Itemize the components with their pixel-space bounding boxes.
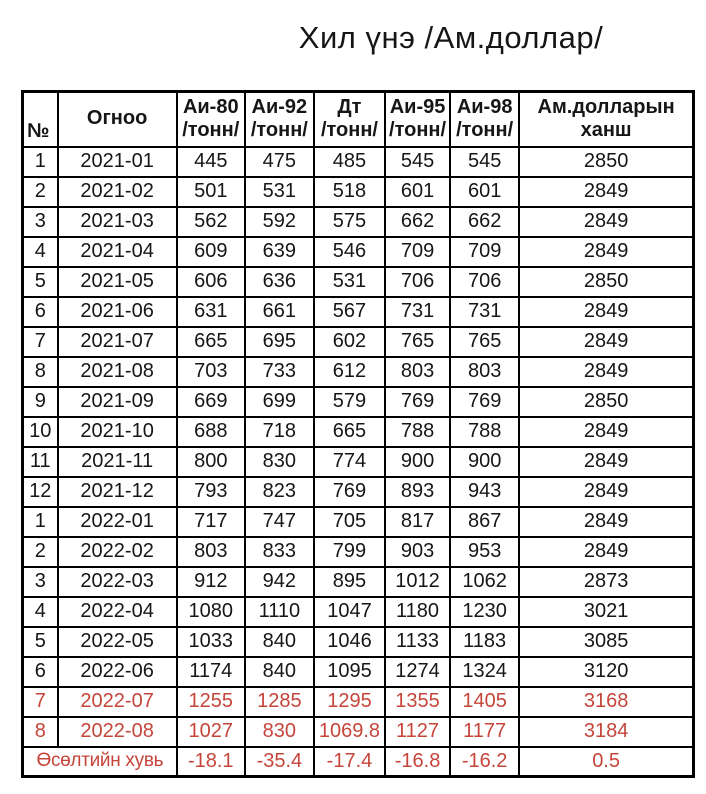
table-cell: 6 (23, 657, 58, 687)
table-cell: 501 (177, 177, 245, 207)
table-cell: 4 (23, 237, 58, 267)
table-cell: -16.2 (450, 747, 519, 777)
table-cell: 769 (314, 477, 385, 507)
table-cell: 769 (385, 387, 450, 417)
table-cell: 2849 (519, 417, 693, 447)
table-cell: -18.1 (177, 747, 245, 777)
growth-row-label: Өсөлтийн хувь (23, 747, 177, 777)
table-cell: 612 (314, 357, 385, 387)
column-header: Аи-92 /тонн/ (245, 92, 314, 147)
table-cell: 606 (177, 267, 245, 297)
table-cell: 1033 (177, 627, 245, 657)
table-cell: 2021-04 (58, 237, 177, 267)
table-cell: 803 (385, 357, 450, 387)
page-title: Хил үнэ /Ам.доллар/ (298, 20, 604, 55)
table-cell: 546 (314, 237, 385, 267)
table-cell: 803 (450, 357, 519, 387)
table-cell: 793 (177, 477, 245, 507)
table-cell: 2021-06 (58, 297, 177, 327)
table-row (23, 657, 694, 687)
table-cell: 5 (23, 267, 58, 297)
table-cell: 2850 (519, 267, 693, 297)
table-cell: 7 (23, 327, 58, 357)
table-cell: 475 (245, 147, 314, 177)
table-cell: 2849 (519, 477, 693, 507)
table-row (23, 147, 694, 177)
table-cell: 830 (245, 717, 314, 747)
table-cell: 1295 (314, 687, 385, 717)
table-cell: 1 (23, 147, 58, 177)
table-cell: 3021 (519, 597, 693, 627)
table-header-row (23, 92, 694, 147)
table-cell: 706 (385, 267, 450, 297)
table-cell: 2021-05 (58, 267, 177, 297)
table-row (23, 357, 694, 387)
table-cell: 485 (314, 147, 385, 177)
table-cell: 445 (177, 147, 245, 177)
table-cell: 562 (177, 207, 245, 237)
table-row (23, 507, 694, 537)
table-cell: 2022-06 (58, 657, 177, 687)
table-row (23, 267, 694, 297)
table-cell: 2021-12 (58, 477, 177, 507)
table-cell: 662 (385, 207, 450, 237)
table-cell: 900 (450, 447, 519, 477)
table-cell: 7 (23, 687, 58, 717)
table-cell: 788 (450, 417, 519, 447)
table-cell: 2021-11 (58, 447, 177, 477)
table-cell: 2849 (519, 297, 693, 327)
table-cell: 601 (450, 177, 519, 207)
table-cell: 840 (245, 627, 314, 657)
table-cell: 579 (314, 387, 385, 417)
table-cell: 830 (245, 447, 314, 477)
table-cell: 2022-02 (58, 537, 177, 567)
table-cell: 2849 (519, 237, 693, 267)
table-cell: 731 (385, 297, 450, 327)
table-row (23, 567, 694, 597)
table-row (23, 177, 694, 207)
table-cell: 2849 (519, 357, 693, 387)
column-header: № (23, 92, 58, 147)
table-cell: 669 (177, 387, 245, 417)
table-cell: 2850 (519, 387, 693, 417)
table-cell: 1080 (177, 597, 245, 627)
table-cell: 1174 (177, 657, 245, 687)
table-cell: 3 (23, 567, 58, 597)
table-cell: 2021-10 (58, 417, 177, 447)
table-cell: -17.4 (314, 747, 385, 777)
table-cell: 602 (314, 327, 385, 357)
table-cell: 769 (450, 387, 519, 417)
table-cell: 567 (314, 297, 385, 327)
table-cell: 2021-01 (58, 147, 177, 177)
table-cell: 575 (314, 207, 385, 237)
table-cell: 2849 (519, 507, 693, 537)
table-cell: 799 (314, 537, 385, 567)
column-header: Ам.долларын ханш (519, 92, 693, 147)
table-cell: 943 (450, 477, 519, 507)
table-cell: 5 (23, 627, 58, 657)
table-cell: 661 (245, 297, 314, 327)
table-cell: 718 (245, 417, 314, 447)
table-cell: 733 (245, 357, 314, 387)
table-cell: -16.8 (385, 747, 450, 777)
table-row (23, 597, 694, 627)
table-cell: 639 (245, 237, 314, 267)
table-cell: 1285 (245, 687, 314, 717)
table-cell: 531 (314, 267, 385, 297)
table-cell: 631 (177, 297, 245, 327)
table-cell: 695 (245, 327, 314, 357)
table-cell: 8 (23, 357, 58, 387)
table-cell: 518 (314, 177, 385, 207)
table-cell: 3168 (519, 687, 693, 717)
table-cell: 803 (177, 537, 245, 567)
table-cell: 2022-05 (58, 627, 177, 657)
table-cell: 833 (245, 537, 314, 567)
table-cell: 788 (385, 417, 450, 447)
table-cell: 2022-07 (58, 687, 177, 717)
table-cell: 2 (23, 177, 58, 207)
table-row (23, 747, 694, 777)
table-cell: 1069.8 (314, 717, 385, 747)
table-cell: 1355 (385, 687, 450, 717)
table-cell: 2 (23, 537, 58, 567)
table-cell: 706 (450, 267, 519, 297)
table-row (23, 477, 694, 507)
table-cell: 11 (23, 447, 58, 477)
table-cell: 1230 (450, 597, 519, 627)
table-cell: 1 (23, 507, 58, 537)
table-cell: 2021-02 (58, 177, 177, 207)
table-cell: 6 (23, 297, 58, 327)
table-cell: 2873 (519, 567, 693, 597)
table-row (23, 447, 694, 477)
table-cell: 1133 (385, 627, 450, 657)
table-cell: 0.5 (519, 747, 693, 777)
table-cell: 1046 (314, 627, 385, 657)
table-cell: 903 (385, 537, 450, 567)
table-row (23, 417, 694, 447)
table-cell: 545 (385, 147, 450, 177)
table-cell: 2849 (519, 447, 693, 477)
table-cell: 1183 (450, 627, 519, 657)
table-cell: 1110 (245, 597, 314, 627)
table-cell: 953 (450, 537, 519, 567)
table-cell: 9 (23, 387, 58, 417)
table-cell: 705 (314, 507, 385, 537)
table-cell: 1405 (450, 687, 519, 717)
price-table (21, 90, 695, 778)
table-cell: 699 (245, 387, 314, 417)
column-header: Огноо (58, 92, 177, 147)
column-header: Аи-98 /тонн/ (450, 92, 519, 147)
table-cell: 747 (245, 507, 314, 537)
table-cell: 1180 (385, 597, 450, 627)
table-cell: 2021-09 (58, 387, 177, 417)
table-row (23, 687, 694, 717)
table-cell: 3184 (519, 717, 693, 747)
table-cell: 823 (245, 477, 314, 507)
table-cell: 731 (450, 297, 519, 327)
table-cell: 2021-03 (58, 207, 177, 237)
table-cell: 2022-01 (58, 507, 177, 537)
table-cell: 709 (450, 237, 519, 267)
table-cell: 2021-08 (58, 357, 177, 387)
table-cell: 1027 (177, 717, 245, 747)
table-cell: 765 (450, 327, 519, 357)
table-row (23, 207, 694, 237)
table-cell: 867 (450, 507, 519, 537)
table-cell: 765 (385, 327, 450, 357)
table-cell: 10 (23, 417, 58, 447)
table-cell: 2022-04 (58, 597, 177, 627)
table-cell: 609 (177, 237, 245, 267)
table-cell: 2021-07 (58, 327, 177, 357)
table-cell: 531 (245, 177, 314, 207)
table-cell: 800 (177, 447, 245, 477)
table-cell: 601 (385, 177, 450, 207)
table-row (23, 627, 694, 657)
table-cell: 1062 (450, 567, 519, 597)
table-row (23, 297, 694, 327)
table-cell: 2022-08 (58, 717, 177, 747)
table-row (23, 387, 694, 417)
table-cell: 1047 (314, 597, 385, 627)
table-cell: 1127 (385, 717, 450, 747)
table-row (23, 537, 694, 567)
table-row (23, 717, 694, 747)
table-cell: 2849 (519, 327, 693, 357)
table-cell: 1274 (385, 657, 450, 687)
table-cell: 840 (245, 657, 314, 687)
table-cell: 1095 (314, 657, 385, 687)
table-cell: 703 (177, 357, 245, 387)
table-cell: 662 (450, 207, 519, 237)
table-cell: 774 (314, 447, 385, 477)
table-cell: 2022-03 (58, 567, 177, 597)
table-body (23, 147, 694, 777)
table-cell: 4 (23, 597, 58, 627)
table-cell: 3085 (519, 627, 693, 657)
table-cell: 709 (385, 237, 450, 267)
table-cell: 8 (23, 717, 58, 747)
table-row (23, 237, 694, 267)
table-cell: 900 (385, 447, 450, 477)
column-header: Аи-95 /тонн/ (385, 92, 450, 147)
table-cell: -35.4 (245, 747, 314, 777)
table-cell: 2849 (519, 537, 693, 567)
table-row (23, 327, 694, 357)
table-cell: 2849 (519, 177, 693, 207)
table-cell: 3120 (519, 657, 693, 687)
table-cell: 1324 (450, 657, 519, 687)
table-cell: 1255 (177, 687, 245, 717)
table-cell: 545 (450, 147, 519, 177)
table-cell: 717 (177, 507, 245, 537)
table-cell: 2850 (519, 147, 693, 177)
column-header: Дт /тонн/ (314, 92, 385, 147)
table-cell: 12 (23, 477, 58, 507)
table-cell: 2849 (519, 207, 693, 237)
table-cell: 1177 (450, 717, 519, 747)
table-cell: 817 (385, 507, 450, 537)
table-cell: 1012 (385, 567, 450, 597)
column-header: Аи-80 /тонн/ (177, 92, 245, 147)
table-cell: 665 (314, 417, 385, 447)
table-cell: 912 (177, 567, 245, 597)
table-cell: 895 (314, 567, 385, 597)
table-cell: 893 (385, 477, 450, 507)
table-cell: 688 (177, 417, 245, 447)
table-cell: 665 (177, 327, 245, 357)
table-cell: 592 (245, 207, 314, 237)
table-cell: 636 (245, 267, 314, 297)
table-cell: 3 (23, 207, 58, 237)
table-cell: 942 (245, 567, 314, 597)
